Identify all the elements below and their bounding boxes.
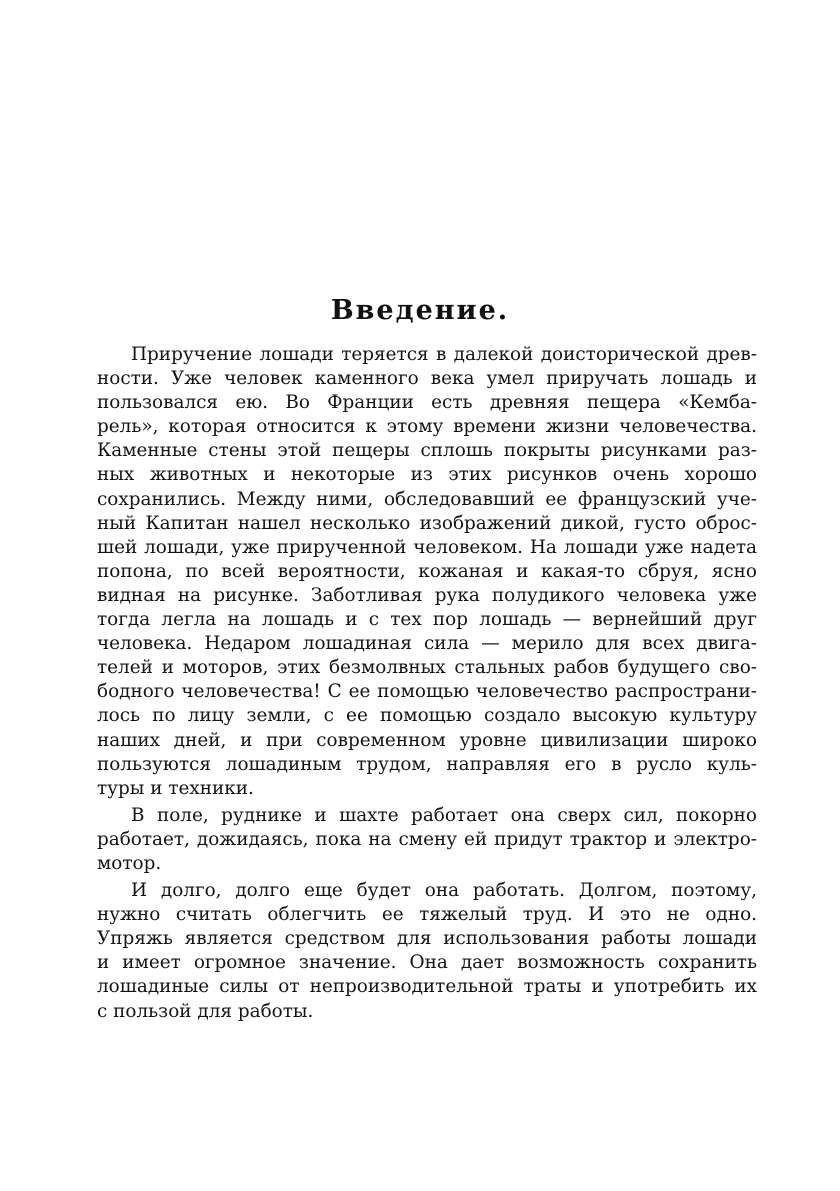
text-line: ный Капитан нашел несколько изображений дикой, густо оброс- xyxy=(97,512,757,534)
text-line: лошадиные силы от непроизводительной траты и употребить их xyxy=(97,976,757,998)
text-line: В поле, руднике и шахте работает она сверх сил, покорно xyxy=(131,804,757,826)
page-title: Введение. xyxy=(330,295,510,326)
text-line: пользуются лошадиным трудом, направляя его в русло куль- xyxy=(97,753,757,775)
text-line: и имеет огромное значение. Она дает возможность сохранить xyxy=(97,952,757,974)
text-line: сохранились. Между ними, обследовавший ее французский уче- xyxy=(97,488,757,510)
body-text xyxy=(97,343,757,1024)
text-line: нужно считать облегчить ее тяжелый труд. И это не одно. xyxy=(97,904,757,926)
text-line: бодного человечества! С ее помощью человечество распространи- xyxy=(97,681,757,703)
paragraph-3 xyxy=(97,879,757,1024)
text-line: работает, дожидаясь, пока на смену ей придут трактор и электро- xyxy=(97,828,757,850)
text-line: человека. Недаром лошадиная сила — мерило для всех двига- xyxy=(97,633,757,655)
text-line: лось по лицу земли, с ее помощью создало высокую культуру xyxy=(97,705,757,727)
text-line: ности. Уже человек каменного века умел приручать лошадь и xyxy=(97,368,757,390)
text-line: Упряжь является средством для использования работы лошади xyxy=(97,928,757,950)
text-line: мотор. xyxy=(97,852,162,874)
text-line: рель», которая относится к этому времени жизни человечества. xyxy=(97,416,757,438)
paragraph-2 xyxy=(97,804,757,876)
text-line: тогда легла на лошадь и с тех пор лошадь — вернейший друг xyxy=(97,609,757,631)
text-line: видная на рисунке. Заботливая рука полудикого человека уже xyxy=(97,584,757,606)
paragraph-1 xyxy=(97,343,757,801)
text-line: Каменные стены этой пещеры сплошь покрыты рисунками раз- xyxy=(97,440,757,462)
text-line: пользовался ею. Во Франции есть древняя пещера «Кемба- xyxy=(97,392,757,414)
text-line: И долго, долго еще будет она работать. Долгом, поэтому, xyxy=(131,880,757,902)
text-line: ных животных и некоторые из этих рисунков очень хорошо xyxy=(97,464,757,486)
text-line: шей лошади, уже прирученной человеком. На лошади уже надета xyxy=(97,536,757,558)
text-line: Приручение лошади теряется в далекой доисторической древ- xyxy=(131,344,757,365)
text-line: наших дней, и при современном уровне цивилизации широко xyxy=(97,729,757,751)
text-line: телей и моторов, этих безмолвных стальных рабов будущего сво- xyxy=(97,657,757,679)
text-line: туры и техники. xyxy=(97,777,254,799)
text-line: попона, по всей вероятности, кожаная и какая-то сбруя, ясно xyxy=(97,560,757,582)
text-line: с пользой для работы. xyxy=(97,1000,314,1022)
